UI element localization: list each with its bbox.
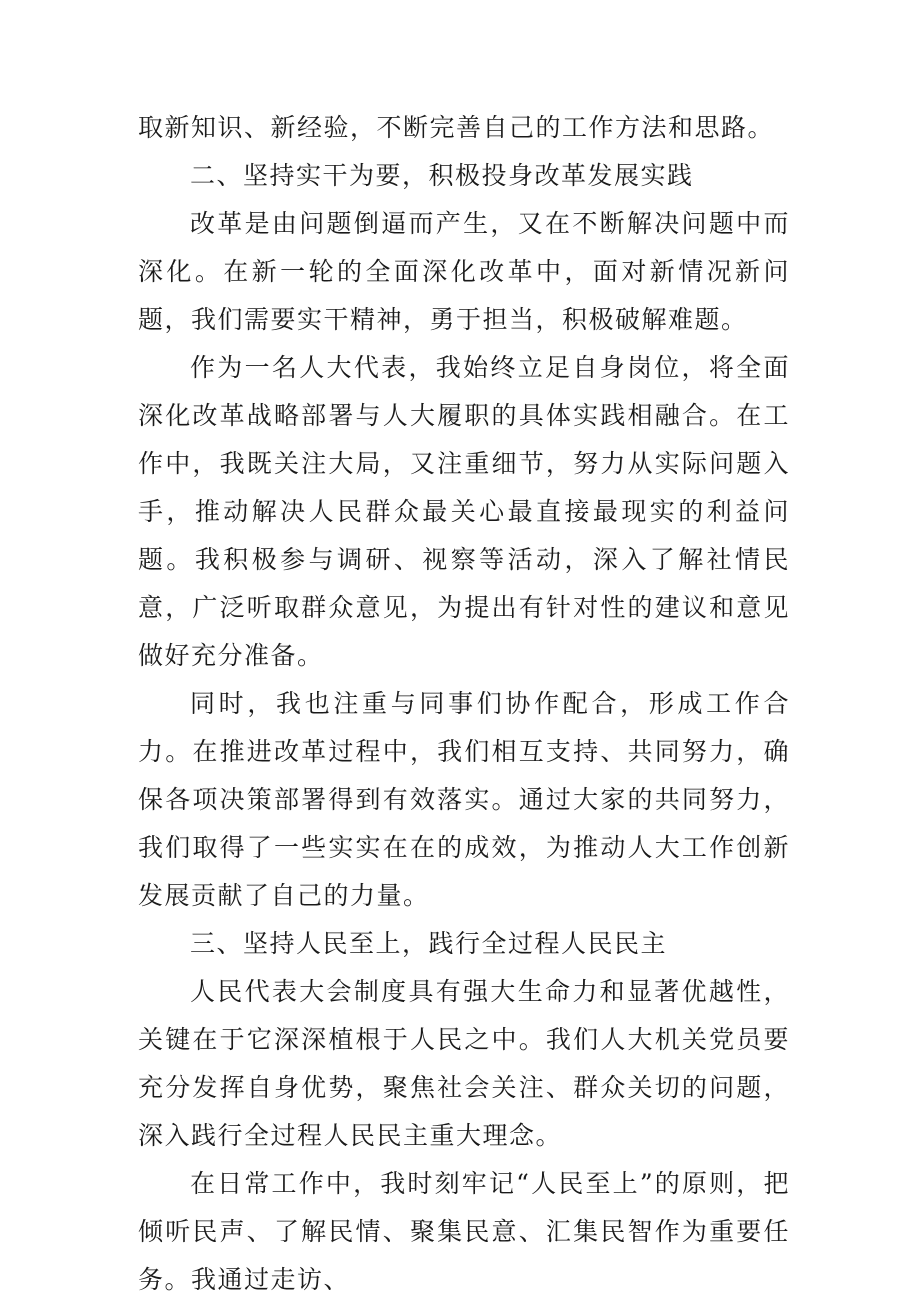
section-heading-2: 二、坚持实干为要，积极投身改革发展实践 — [190, 161, 694, 190]
document-body — [138, 104, 790, 1304]
paragraph: 在日常工作中，我时刻牢记“人民至上”的原则，把倾听民声、了解民情、聚集民意、汇集民智作为重要任务。我通过走访、 — [138, 1169, 790, 1294]
section-heading-3: 三、坚持人民至上，践行全过程人民民主 — [190, 929, 668, 958]
paragraph: 同时，我也注重与同事们协作配合，形成工作合力。在推进改革过程中，我们相互支持、共同努力，确保各项决策部署得到有效落实。通过大家的共同努力，我们取得了一些实实在在的成效，为推动人大工作创新发展贡献了自己的力量。 — [138, 689, 790, 910]
paragraph: 作为一名人大代表，我始终立足自身岗位，将全面深化改革战略部署与人大履职的具体实践相融合。在工作中，我既关注大局，又注重细节，努力从实际问题入手，推动解决人民群众最关心最直接最现实的利益问题。我积极参与调研、视察等活动，深入了解社情民意，广泛听取群众意见，为提出有针对性的建议和意见做好充分准备。 — [138, 353, 790, 670]
paragraph-continuation: 取新知识、新经验，不断完善自己的工作方法和思路。 — [138, 113, 775, 142]
paragraph: 改革是由问题倒逼而产生，又在不断解决问题中而深化。在新一轮的全面深化改革中，面对新情况新问题，我们需要实干精神，勇于担当，积极破解难题。 — [138, 209, 790, 334]
paragraph: 人民代表大会制度具有强大生命力和显著优越性，关键在于它深深植根于人民之中。我们人大机关党员要充分发挥自身优势，聚焦社会关注、群众关切的问题，深入践行全过程人民民主重大理念。 — [138, 977, 790, 1150]
